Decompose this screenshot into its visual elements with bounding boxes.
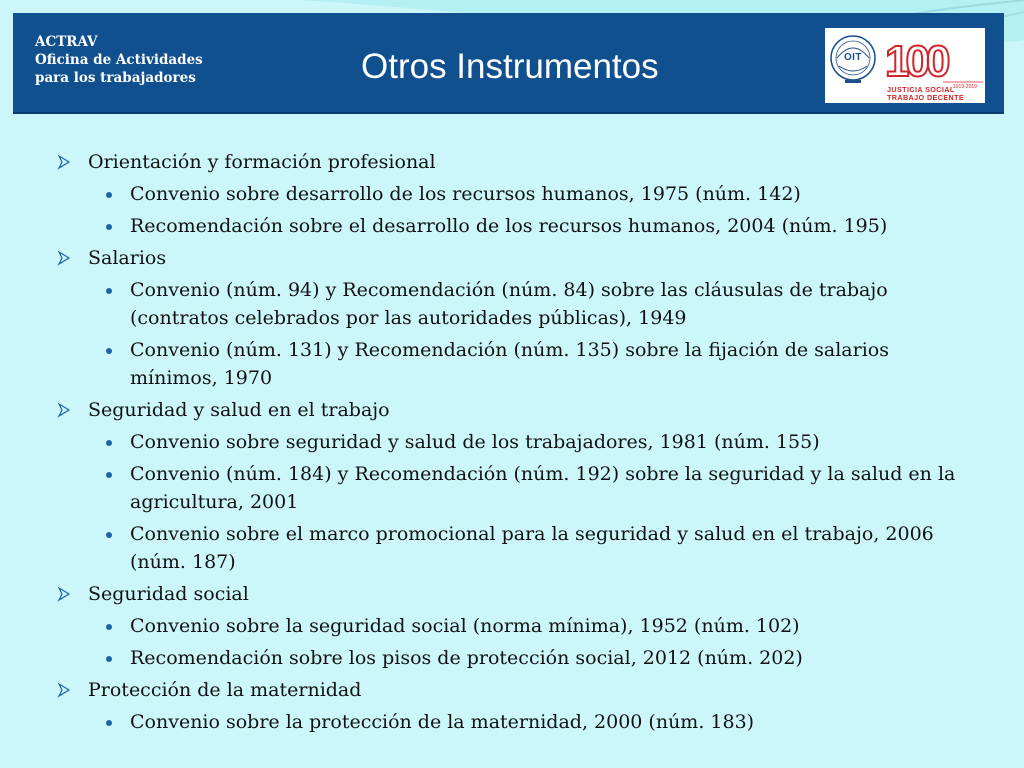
logo-slogan-work: TRABAJO DECENTE [887, 93, 965, 102]
list-item [56, 612, 976, 640]
slide-title: Otros Instrumentos [361, 47, 659, 86]
list-item [56, 708, 976, 736]
dot-bullet-icon [106, 624, 112, 630]
section-label: Seguridad y salud en el trabajo [88, 399, 390, 421]
section-label: Salarios [88, 247, 167, 269]
org-line: ACTRAV [35, 34, 98, 50]
item-text: Recomendación sobre el desarrollo de los recursos humanos, 2004 (núm. 195) [130, 215, 888, 237]
dot-bullet-icon [106, 192, 112, 198]
org-line: para los trabajadores [35, 70, 196, 86]
dot-bullet-icon [106, 224, 112, 230]
section-occupational-safety [56, 396, 976, 424]
arrow-bullet-icon [56, 154, 72, 170]
slide-body [56, 144, 976, 736]
item-text: Convenio sobre seguridad y salud de los trabajadores, 1981 (núm. 155) [130, 431, 820, 453]
item-text: Convenio (núm. 94) y Recomendación (núm. 84) sobre las cláusulas de trabajo (contratos celebrados por las autoridades públicas), 1949 [130, 279, 888, 329]
item-text: Recomendación sobre los pisos de protección social, 2012 (núm. 202) [130, 647, 803, 669]
logo-years: 1919-2019 [953, 84, 977, 90]
item-text: Convenio sobre desarrollo de los recursos humanos, 1975 (núm. 142) [130, 183, 801, 205]
item-list [56, 180, 976, 240]
ilo-acronym: OIT [844, 52, 862, 63]
item-list [56, 428, 976, 576]
dot-bullet-icon [106, 656, 112, 662]
item-text: Convenio (núm. 184) y Recomendación (núm. 192) sobre la seguridad y la salud en la agricultura, 2001 [130, 463, 956, 513]
list-item [56, 460, 976, 516]
list-item [56, 520, 976, 576]
ilo-centenary-logo [825, 28, 985, 103]
arrow-bullet-icon [56, 682, 72, 698]
item-text: Convenio sobre la seguridad social (norma mínima), 1952 (núm. 102) [130, 615, 800, 637]
list-item [56, 180, 976, 208]
item-list [56, 708, 976, 736]
item-list [56, 612, 976, 672]
arrow-bullet-icon [56, 402, 72, 418]
dot-bullet-icon [106, 288, 112, 294]
item-text: Convenio sobre el marco promocional para la seguridad y salud en el trabajo, 2006 (núm. 187) [130, 523, 934, 573]
centenary-number: 100 [885, 37, 947, 86]
dot-bullet-icon [106, 348, 112, 354]
dot-bullet-icon [106, 720, 112, 726]
org-line: Oficina de Actividades [35, 52, 203, 68]
arrow-bullet-icon [56, 586, 72, 602]
section-social-security [56, 580, 976, 608]
list-item [56, 212, 976, 240]
section-label: Orientación y formación profesional [88, 151, 436, 173]
list-item [56, 276, 976, 332]
list-item [56, 336, 976, 392]
item-text: Convenio (núm. 131) y Recomendación (núm. 135) sobre la fijación de salarios mínimos, 1970 [130, 339, 889, 389]
arrow-bullet-icon [56, 250, 72, 266]
section-vocational-training [56, 148, 976, 176]
dot-bullet-icon [106, 472, 112, 478]
dot-bullet-icon [106, 532, 112, 538]
item-list [56, 276, 976, 392]
list-item [56, 428, 976, 456]
section-label: Protección de la maternidad [88, 679, 362, 701]
item-text: Convenio sobre la protección de la maternidad, 2000 (núm. 183) [130, 711, 755, 733]
dot-bullet-icon [106, 440, 112, 446]
logo-slogan-social: JUSTICIA SOCIAL [887, 85, 955, 94]
list-item [56, 644, 976, 672]
section-maternity-protection [56, 676, 976, 704]
section-wages [56, 244, 976, 272]
org-name [35, 33, 203, 87]
slide-header [13, 13, 1004, 114]
section-label: Seguridad social [88, 583, 249, 605]
